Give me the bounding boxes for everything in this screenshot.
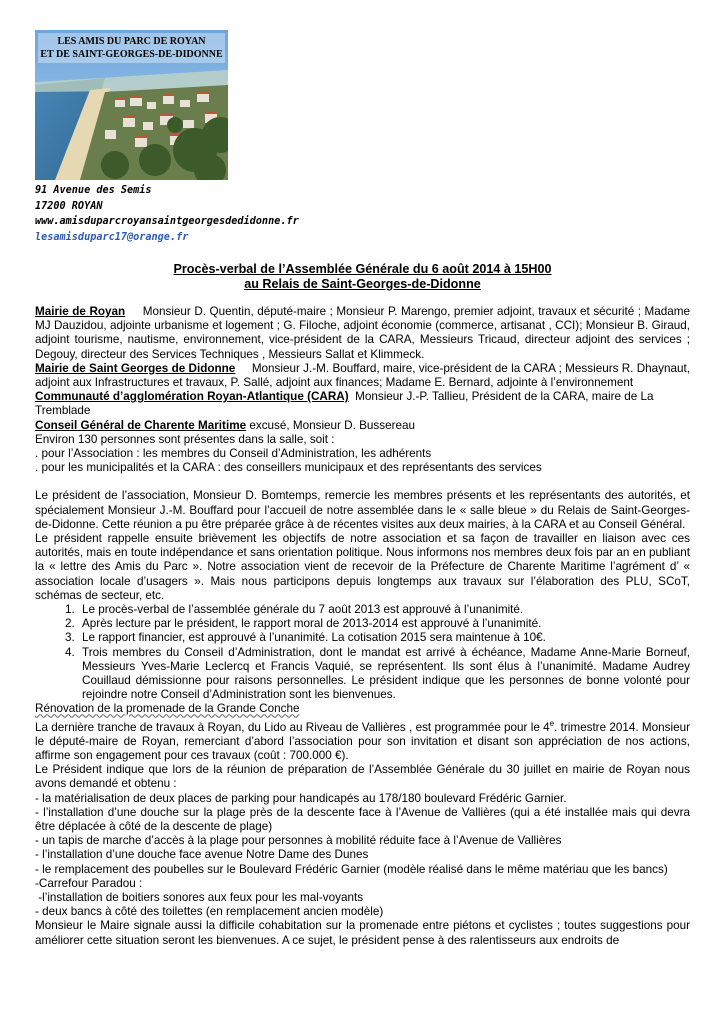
vote-item: 4. Trois membres du Conseil d’Administration, dont le mandat est arrivé à échéance, Madame Anne-Marie Borneuf, Messieurs Yves-Marie Leclercq et Francis Vaquié, se représentent. Ils sont élus à l’unanimité. Madame Audrey Couillaud démissionne pour raisons personnelles. Le président indique que les personnes de bonne volonté pour rejoindre notre Conseil d’Administration sont les bienvenues. <box>78 646 690 703</box>
royan-text: Monsieur D. Quentin, député-maire ; Monsieur P. Marengo, premier adjoint, travaux et sécurité ; Madame MJ Dauzidou, adjointe urbanisme et logement ; G. Filoche, adjoint économie (commerce, artisanat , CCI); Monsieur B. Giraud, adjoint tourisme, nautisme, environnement, vice-président de la CARA, Messieurs Tricaud, directeur adjoint des services ; Degouy, directeur des Services Techniques , Messieurs Sallat et Klimmeck. <box>35 305 690 361</box>
attendees-royan <box>35 305 690 362</box>
cara-label: Communauté d’agglomération Royan-Atlantique (CARA) <box>35 390 349 404</box>
attendees-cg <box>35 419 690 433</box>
logo-title-line1: LES AMIS DU PARC DE ROYAN <box>57 36 206 47</box>
paragraph-objectives: Le président rappelle ensuite brièvement les objectifs de notre association et sa façon de travailler en liaison avec ces autorités, mais en toute indépendance et sans orientation politique. Nous informons nos membres deux fois par an en publiant la « lettre des Amis du Parc ». Notre association vient de recevoir de la Préfecture de Charente Maritime l’agrément d’ « association locale d’usagers ». Mais nous participons depuis longtemps aux travaux sur l’élaboration des PLU, SCoT, schémas de secteur, etc. <box>35 532 690 602</box>
list-item: -l’installation de boitiers sonores aux feux pour les mal-voyants <box>35 891 364 905</box>
list-item: -Carrefour Paradou : <box>35 876 143 890</box>
section-paragraph-2: Le Président indique que lors de la réunion de préparation de l’Assemblée Générale du 30 juillet en mairie de Royan nous avons demandé et obtenu : <box>35 763 690 791</box>
attendees-cara <box>35 390 690 418</box>
attendees-sgd <box>35 362 690 390</box>
document-body <box>35 305 690 948</box>
list-item: - deux bancs à côté des toilettes (en remplacement ancien modèle) <box>35 905 384 919</box>
address-city: 17200 ROYAN <box>35 200 103 212</box>
list-item: - l’installation d’une douche face avenue Notre Dame des Dunes <box>35 848 369 862</box>
logo-title-line2: ET DE SAINT-GEORGES-DE-DIDONNE <box>40 49 223 60</box>
sgd-text: Monsieur J.-M. Bouffard, maire, vice-président de la CARA ; Messieurs R. Dhaynaut, adjoint aux Infrastructures et travaux, P. Sallé, adjoint aux finances; Madame E. Bernard, adjointe à l’environnement <box>35 361 690 390</box>
royan-label: Mairie de Royan <box>35 305 126 318</box>
section-p1-after: . trimestre 2014. Monsieur le député-maire de Royan, remerciant d’abord l’association pour son invitation et disant son appréciation de nos actions, affirme son engagement pour ces travaux (coût : 700.000 €). <box>35 720 690 762</box>
cg-text: excusé, Monsieur D. Bussereau <box>249 418 415 432</box>
section-heading: Rénovation de la promenade de la Grande Conche <box>35 702 300 716</box>
vote-item: 2. Après lecture par le président, le rapport moral de 2013-2014 est approuvé à l’unanimité. <box>78 617 690 631</box>
website-link[interactable]: www.amisduparcroyansaintgeorgesdedidonne.fr <box>35 216 299 227</box>
list-item: - l’installation d’une douche sur la plage près de la descente face à l’Avenue de Vallières (qui a été installée mais qui devra être déplacée à côté de la descente de plage) <box>35 805 690 833</box>
section-paragraph-3: Monsieur le Maire signale aussi la difficile cohabitation sur la promenade entre piétons et cyclistes ; toutes suggestions pour améliorer cette situation seront les bienvenues. A ce sujet, le président pense à des ralentisseurs aux endroits de <box>35 919 690 947</box>
attendance-count: Environ 130 personnes sont présentes dans la salle, soit : <box>35 432 335 446</box>
sgd-label: Mairie de Saint Georges de Didonne <box>35 361 236 375</box>
list-item: - la matérialisation de deux places de parking pour handicapés au 178/180 boulevard Frédéric Garnier. <box>35 791 567 805</box>
cara-text: Monsieur J.-P. Tallieu, Président de la CARA, maire de La Tremblade <box>35 390 654 418</box>
address-street: 91 Avenue des Semis <box>35 185 152 196</box>
attendance-municipalities: . pour les municipalités et la CARA : des conseillers municipaux et des représentants des services <box>35 461 542 475</box>
logo-title <box>35 35 228 61</box>
document-title <box>0 262 725 292</box>
section-p1-sup: e <box>549 718 555 728</box>
address-block <box>35 183 299 245</box>
section-p1-before: La dernière tranche de travaux à Royan, du Lido au Riveau de Vallières , est programmée pour le 4 <box>35 720 550 734</box>
title-line2: au Relais de Saint-Georges-de-Didonne <box>244 277 481 291</box>
association-logo <box>35 30 228 180</box>
cg-label: Conseil Général de Charente Maritime <box>35 418 247 432</box>
list-item: - le remplacement des poubelles sur le Boulevard Frédéric Garnier (modèle réalisé dans le même matériau que les bancs) <box>35 862 668 876</box>
list-item: - un tapis de marche d’accès à la plage pour personnes à mobilité réduite face à l’Avenue de Vallières <box>35 834 562 848</box>
title-line1: Procès-verbal de l’Assemblée Générale du 6 août 2014 à 15H00 <box>173 262 552 276</box>
email-link[interactable]: lesamisduparc17@orange.fr <box>35 231 189 243</box>
section-paragraph-1 <box>35 717 690 764</box>
attendance-association: . pour l’Association : les membres du Conseil d’Administration, les adhérents <box>35 447 432 461</box>
votes-list <box>35 603 690 702</box>
paragraph-thanks: Le président de l’association, Monsieur D. Bomtemps, remercie les membres présents et les représentants des autorités, et spécialement Monsieur J.-M. Bouffard pour l’accueil de notre assemblée dans le « salle bleue » du Relais de Saint-Georges-de-Didonne. Cette réunion a pu être préparée grâce à de récentes visites aux deux mairies, à la CARA et au Conseil Général. <box>35 489 690 531</box>
vote-item: 1. Le procès-verbal de l’assemblée générale du 7 août 2013 est approuvé à l’unanimité. <box>78 603 690 617</box>
vote-item: 3. Le rapport financier, est approuvé à l’unanimité. La cotisation 2015 sera maintenue à 10€. <box>78 631 690 645</box>
